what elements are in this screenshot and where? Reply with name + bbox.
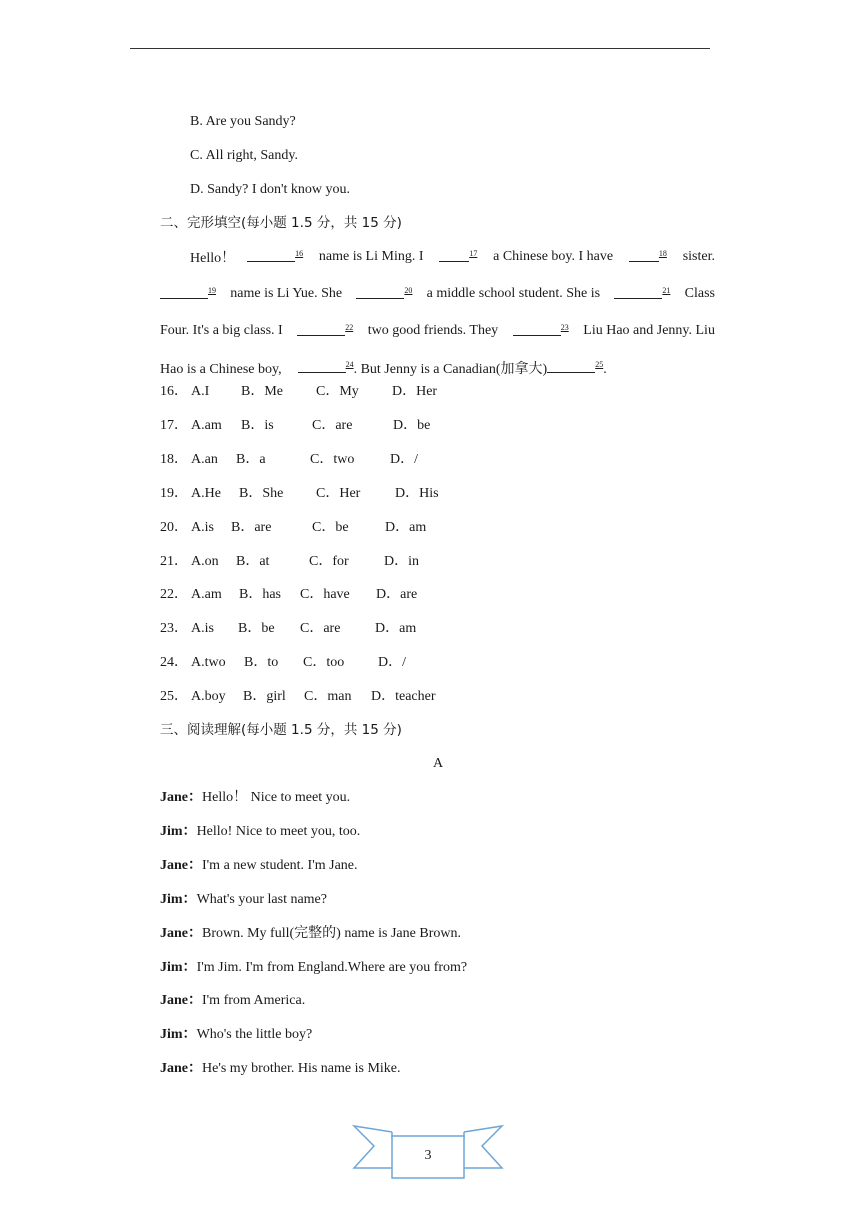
answer-option: C．for (309, 553, 349, 569)
answer-option: B．at (236, 553, 270, 569)
answer-option: D．teacher (371, 689, 436, 705)
answer-option: A.two (191, 655, 226, 671)
dialogue-text: I'm from America. (202, 993, 306, 1009)
answer-option: D．/ (390, 451, 418, 467)
question-number: 17． (160, 417, 188, 433)
answer-option: A.is (191, 519, 214, 535)
answer-option: C．are (312, 417, 353, 433)
question-number: 22． (160, 587, 188, 603)
dialogue-line (160, 891, 860, 909)
answer-option: A.is (191, 621, 214, 637)
blank (614, 285, 662, 299)
speaker-name: Jane： (160, 857, 202, 873)
question-number: 25． (160, 689, 188, 705)
cloze-passage (160, 248, 715, 380)
speaker-name: Jim： (160, 823, 197, 839)
dialogue-text: What's your last name? (196, 891, 327, 907)
answer-option: D．am (375, 621, 417, 637)
speaker-name: Jane： (160, 1061, 202, 1077)
answer-option: B．is (241, 417, 274, 433)
option-line: B. Are you Sandy? (190, 114, 296, 129)
dialogue-line (160, 823, 860, 841)
dialogue-text: Brown. My full(完整的) name is Jane Brown. (202, 925, 461, 941)
answer-option: A.am (191, 417, 222, 433)
answer-option: B．Me (241, 384, 283, 399)
blank (297, 322, 345, 336)
blank (513, 322, 561, 336)
answer-option: C．are (300, 621, 341, 637)
speaker-name: Jim： (160, 1027, 197, 1043)
speaker-name: Jane： (160, 993, 202, 1009)
dialogue-line (160, 857, 860, 875)
passage-line: Hello！ $^{16}$ name is Li Ming. I $^{17}$ a Chinese boy. I have $^{18}$ sister. (190, 249, 715, 266)
answer-option: A.am (191, 587, 222, 603)
answer-option: D．/ (378, 655, 406, 671)
dialogue-line (160, 1026, 860, 1044)
question-number: 18． (160, 451, 188, 467)
answer-option: B．a (236, 451, 266, 467)
dialogue-line (160, 959, 860, 977)
blank (160, 285, 208, 299)
question-number: 24． (160, 655, 188, 671)
answer-option: D．are (376, 587, 418, 603)
speaker-name: Jim： (160, 959, 197, 975)
passage-label: A (432, 756, 444, 771)
answer-option: D．His (395, 485, 439, 501)
answer-option: C．man (304, 689, 352, 705)
answer-option: C．Her (316, 485, 361, 501)
page-footer-ribbon (352, 1124, 504, 1180)
dialogue-line (160, 1060, 860, 1078)
speaker-name: Jane： (160, 925, 202, 941)
dialogue-line (160, 992, 860, 1010)
dialogue-line (160, 925, 860, 943)
blank (247, 248, 295, 262)
dialogue-text: Hello! Nice to meet you, too. (196, 823, 361, 839)
question-number: 20． (160, 519, 188, 535)
answer-option: B．to (244, 655, 279, 671)
speaker-name: Jane： (160, 790, 202, 805)
dialogue-text: Who's the little boy? (196, 1027, 313, 1043)
answer-option: A.boy (191, 689, 226, 705)
question-number: 16． (160, 384, 188, 399)
blank (547, 359, 595, 373)
page-number: 3 (424, 1148, 432, 1163)
answer-option: C．too (303, 655, 345, 671)
answer-option: C．two (310, 451, 355, 467)
blank (298, 359, 346, 373)
answer-option: D．in (384, 553, 419, 569)
question-number: 21． (160, 553, 188, 569)
answer-option: B．girl (243, 689, 286, 705)
dialogue-line (160, 789, 860, 807)
passage-line: Hao is a Chinese boy, $^{24}$. But Jenny is a Canadian(加拿大) $^{25}$. (160, 360, 607, 377)
dialogue-text: I'm Jim. I'm from England.Where are you from? (196, 959, 468, 975)
blank (629, 248, 659, 262)
answer-option: B．has (239, 587, 281, 603)
blank (356, 285, 404, 299)
answer-option: C．be (312, 519, 349, 535)
question-number: 23． (160, 621, 188, 637)
dialogue-text: I'm a new student. I'm Jane. (202, 857, 358, 873)
option-line: D. Sandy? I don't know you. (190, 182, 351, 197)
answer-option: A.I (191, 384, 210, 399)
question-number: 19． (160, 485, 188, 501)
answer-option: B．She (239, 485, 284, 501)
header-rule (130, 48, 710, 49)
answer-option: C．My (316, 384, 359, 399)
answer-option: C．have (300, 587, 350, 603)
answer-option: D．am (385, 519, 427, 535)
section-title: 三、阅读理解(每小题 1.5 分，共 15 分) (160, 722, 402, 738)
dialogue-text: Hello！ Nice to meet you. (202, 790, 351, 805)
passage-line: $^{19}$ name is Li Yue. She $^{20}$ a middle school student. She is $^{21}$ Class (160, 285, 715, 306)
passage-line: Four. It's a big class. I $^{22}$ two good friends. They $^{23}$ Liu Hao and Jenny. Liu (160, 323, 715, 338)
option-line: C. All right, Sandy. (190, 148, 298, 163)
answer-option: A.He (191, 485, 221, 501)
section-title: 二、完形填空(每小题 1.5 分，共 15 分) (160, 215, 402, 231)
answer-option: D．be (393, 417, 431, 433)
answer-option: D．Her (392, 384, 438, 399)
answer-option: A.an (191, 451, 218, 467)
answer-option: B．are (231, 519, 272, 535)
answer-option: B．be (238, 621, 275, 637)
dialogue-text: He's my brother. His name is Mike. (202, 1061, 401, 1077)
answer-option: A.on (191, 553, 219, 569)
blank (439, 248, 469, 262)
speaker-name: Jim： (160, 891, 197, 907)
